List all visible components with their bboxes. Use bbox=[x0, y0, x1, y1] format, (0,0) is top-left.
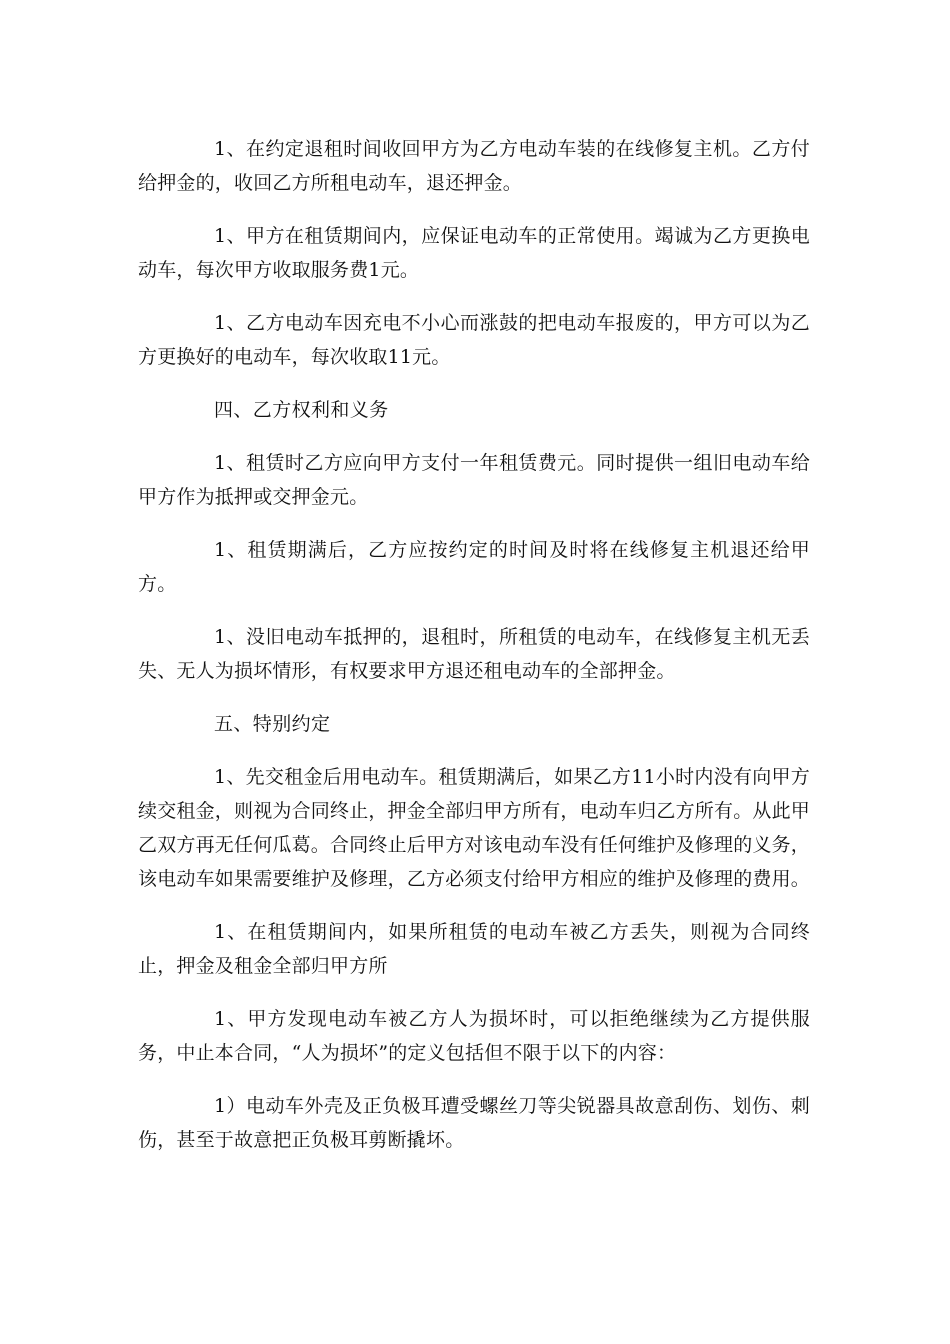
clause-damage: 1、甲方发现电动车被乙方人为损坏时，可以拒绝继续为乙方提供服务，中止本合同，“人为损坏”的定义包括但不限于以下的内容： bbox=[138, 1008, 810, 1064]
section-four-heading: 四、乙方权利和义务 bbox=[214, 399, 389, 421]
clause-refund-deposit: 1、没旧电动车抵押的，退租时，所租赁的电动车，在线修复主机无丢失、无人为损坏情形，有权要求甲方退还租电动车的全部押金。 bbox=[138, 626, 810, 682]
clause-swelling-replacement: 1、乙方电动车因充电不小心而涨鼓的把电动车报废的，甲方可以为乙方更换好的电动车，每次收取11元。 bbox=[138, 312, 810, 368]
section-five-heading: 五、特别约定 bbox=[214, 713, 331, 735]
clause-damage-item-1: 1）电动车外壳及正负极耳遭受螺丝刀等尖锐器具故意刮伤、划伤、刺伤，甚至于故意把正负极耳剪断撬坏。 bbox=[138, 1095, 810, 1151]
clause-annual-fee: 1、租赁时乙方应向甲方支付一年租赁费元。同时提供一组旧电动车给甲方作为抵押或交押金元。 bbox=[138, 452, 810, 508]
clause-normal-use: 1、甲方在租赁期间内，应保证电动车的正常使用。竭诚为乙方更换电动车，每次甲方收取服务费1元。 bbox=[138, 225, 810, 281]
clause-prepay-rent: 1、先交租金后用电动车。租赁期满后，如果乙方11小时内没有向甲方续交租金，则视为合同终止，押金全部归甲方所有，电动车归乙方所有。从此甲乙双方再无任何瓜葛。合同终止后甲方对该电动车没有任何维护及修理的义务，该电动车如果需要维护及修理，乙方必须支付给甲方相应的维护及修理的费用。 bbox=[138, 766, 811, 890]
clause-loss: 1、在租赁期间内，如果所租赁的电动车被乙方丢失，则视为合同终止，押金及租金全部归甲方所 bbox=[138, 921, 810, 977]
clause-return-host: 1、在约定退租时间收回甲方为乙方电动车装的在线修复主机。乙方付给押金的，收回乙方所租电动车，退还押金。 bbox=[138, 138, 810, 194]
document-body bbox=[138, 132, 810, 1176]
clause-return-on-expiry: 1、租赁期满后，乙方应按约定的时间及时将在线修复主机退还给甲方。 bbox=[138, 539, 810, 595]
